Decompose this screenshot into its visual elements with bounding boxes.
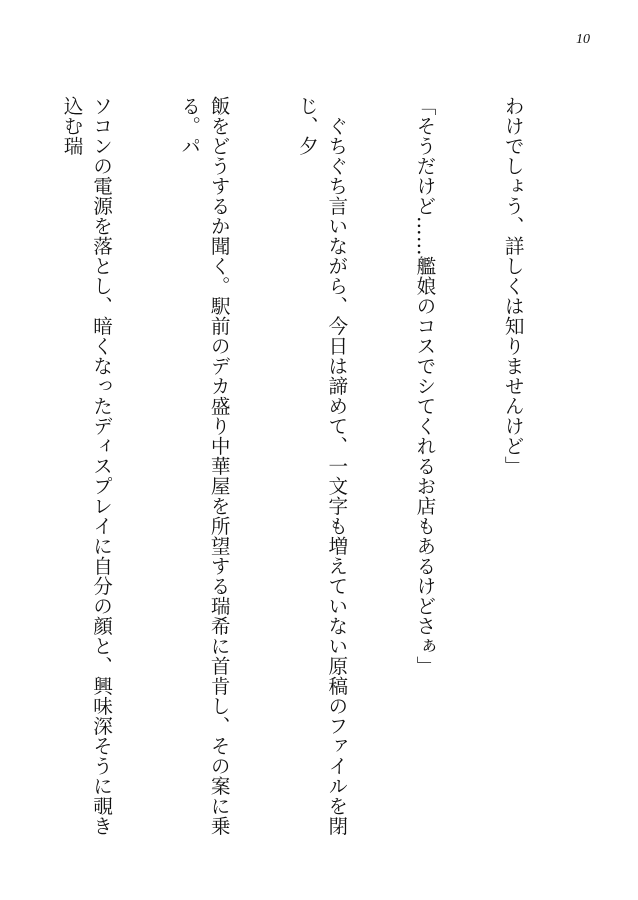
text-line: ソコンの電源を落とし、暗くなったディスプレイに自分の顔と、興味深そうに覗き込む瑞 xyxy=(60,96,113,836)
text-line: 飯をどうするか聞く。駅前のデカ盛り中華屋を所望する瑞希に首肯し、その案に乗る。パ xyxy=(177,96,231,836)
text-line: わけでしょう、詳しくは知りませんけど」 xyxy=(501,96,525,476)
text-line: ぐちぐち言いながら、今日は諦めて、一文字も増えていない原稿のファイルを閉じ、夕 xyxy=(295,96,348,836)
text-line: 「そうだけど……艦娘のコスでシてくれるお店もあるけどさぁ」 xyxy=(412,96,436,676)
page-number: 10 xyxy=(576,32,590,47)
novel-text xyxy=(60,96,586,846)
